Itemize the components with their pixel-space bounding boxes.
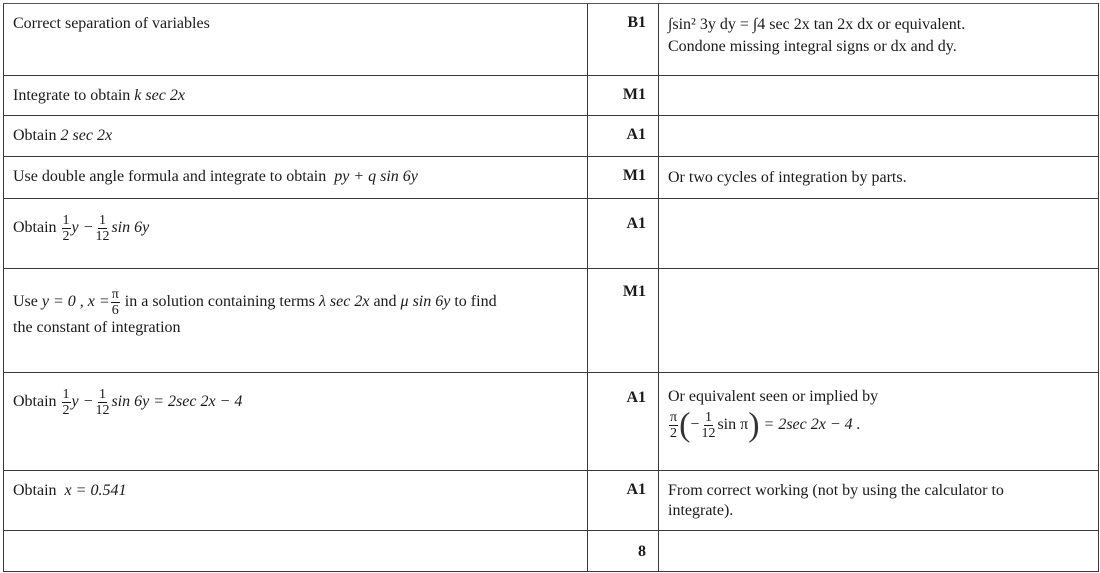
answer-cell bbox=[4, 531, 588, 572]
math-expression: 2 sec 2x bbox=[60, 127, 113, 144]
math-expression: λ sec 2x bbox=[318, 293, 370, 310]
guidance-text: Or equivalent seen or implied by bbox=[668, 388, 879, 405]
fraction: $\frac{\pi}{6}$ bbox=[111, 286, 119, 318]
total-row bbox=[4, 531, 1099, 572]
math-expression: sin 6y bbox=[111, 219, 150, 237]
answer-cell bbox=[4, 157, 588, 199]
math-expression: y − bbox=[71, 219, 94, 237]
guidance-text: ∫sin² 3y dy = ∫4 sec 2x tan 2x dx or equivalent. bbox=[668, 16, 966, 33]
answer-text: Obtain bbox=[13, 219, 57, 237]
answer-text: Use bbox=[13, 293, 38, 310]
mark-value: A1 bbox=[626, 126, 646, 143]
guidance-text bbox=[659, 269, 1098, 279]
guidance-cell bbox=[659, 76, 1099, 116]
answer-cell bbox=[4, 471, 588, 531]
fraction: $\frac{1}{12}$ bbox=[701, 410, 716, 441]
answer-text: Use double angle formula and integrate to obtain bbox=[13, 168, 327, 185]
mark-cell bbox=[588, 373, 659, 471]
answer-text: the constant of integration bbox=[13, 319, 181, 336]
left-paren: ( bbox=[679, 406, 691, 444]
answer-text: in a solution containing terms bbox=[124, 293, 315, 310]
math-expression: k sec 2x bbox=[134, 87, 185, 104]
answer-text: to find bbox=[454, 293, 497, 310]
guidance-text: Condone missing integral signs or dx and dy. bbox=[668, 38, 957, 55]
math-expression: x = 0.541 bbox=[64, 482, 127, 499]
answer-text: Obtain bbox=[13, 482, 57, 499]
mark-value: M1 bbox=[622, 167, 646, 184]
math-expression: sin 6y = 2sec 2x − 4 bbox=[111, 393, 243, 411]
guidance-cell bbox=[659, 373, 1099, 471]
fraction: $\frac{1}{2}$ bbox=[62, 213, 70, 244]
table-row bbox=[4, 4, 1099, 76]
mark-cell bbox=[588, 531, 659, 572]
mark-cell bbox=[588, 471, 659, 531]
table-row bbox=[4, 373, 1099, 471]
answer-cell bbox=[4, 76, 588, 116]
answer-text: Obtain bbox=[13, 393, 57, 411]
table-row bbox=[4, 269, 1099, 373]
minus-sign: − bbox=[690, 416, 700, 434]
fraction: $\frac{1}{2}$ bbox=[62, 387, 70, 418]
guidance-cell bbox=[659, 531, 1099, 572]
mark-cell bbox=[588, 199, 659, 269]
answer-text: Integrate to obtain bbox=[13, 87, 131, 104]
table-row bbox=[4, 116, 1099, 157]
table-row bbox=[4, 157, 1099, 199]
guidance-cell bbox=[659, 157, 1099, 199]
table-row bbox=[4, 199, 1099, 269]
math-expression: py + q sin 6y bbox=[334, 168, 418, 185]
answer-text: Obtain bbox=[13, 127, 57, 144]
mark-cell bbox=[588, 4, 659, 76]
math-expression: μ sin 6y bbox=[400, 293, 451, 310]
total-marks: 8 bbox=[638, 543, 646, 560]
math-expression: y − bbox=[71, 393, 94, 411]
answer-cell bbox=[4, 199, 588, 269]
guidance-text bbox=[659, 116, 1098, 126]
guidance-cell bbox=[659, 471, 1099, 531]
mark-cell bbox=[588, 157, 659, 199]
mark-value: A1 bbox=[626, 481, 646, 498]
guidance-text bbox=[659, 199, 1098, 209]
table-row bbox=[4, 471, 1099, 531]
fraction: $\frac{1}{12}$ bbox=[95, 213, 110, 244]
mark-value: M1 bbox=[622, 283, 646, 300]
mark-cell bbox=[588, 269, 659, 373]
mark-value: B1 bbox=[627, 14, 646, 31]
mark-value: M1 bbox=[622, 86, 646, 103]
mark-cell bbox=[588, 76, 659, 116]
fraction: $\frac{\pi}{2}$ bbox=[670, 410, 678, 441]
mark-scheme-table bbox=[3, 3, 1099, 572]
guidance-cell bbox=[659, 199, 1099, 269]
math-expression: sin π bbox=[717, 416, 749, 434]
answer-text: and bbox=[373, 293, 397, 310]
answer-cell bbox=[4, 4, 588, 76]
answer-cell bbox=[4, 116, 588, 157]
math-expression: y = 0 , x = bbox=[41, 293, 110, 310]
guidance-cell bbox=[659, 269, 1099, 373]
answer-text: Correct separation of variables bbox=[13, 15, 210, 32]
mark-value: A1 bbox=[626, 215, 646, 232]
guidance-text: Or two cycles of integration by parts. bbox=[668, 169, 907, 186]
mark-cell bbox=[588, 116, 659, 157]
guidance-text bbox=[659, 76, 1098, 86]
answer-cell bbox=[4, 269, 588, 373]
mark-value: A1 bbox=[626, 389, 646, 406]
right-paren: ) bbox=[748, 406, 760, 444]
table-row bbox=[4, 76, 1099, 116]
guidance-cell bbox=[659, 116, 1099, 157]
fraction: $\frac{1}{12}$ bbox=[95, 387, 110, 418]
math-expression: = 2sec 2x − 4 . bbox=[763, 416, 861, 434]
guidance-text: From correct working (not by using the calculator to integrate). bbox=[668, 482, 1004, 519]
answer-cell bbox=[4, 373, 588, 471]
guidance-cell bbox=[659, 4, 1099, 76]
